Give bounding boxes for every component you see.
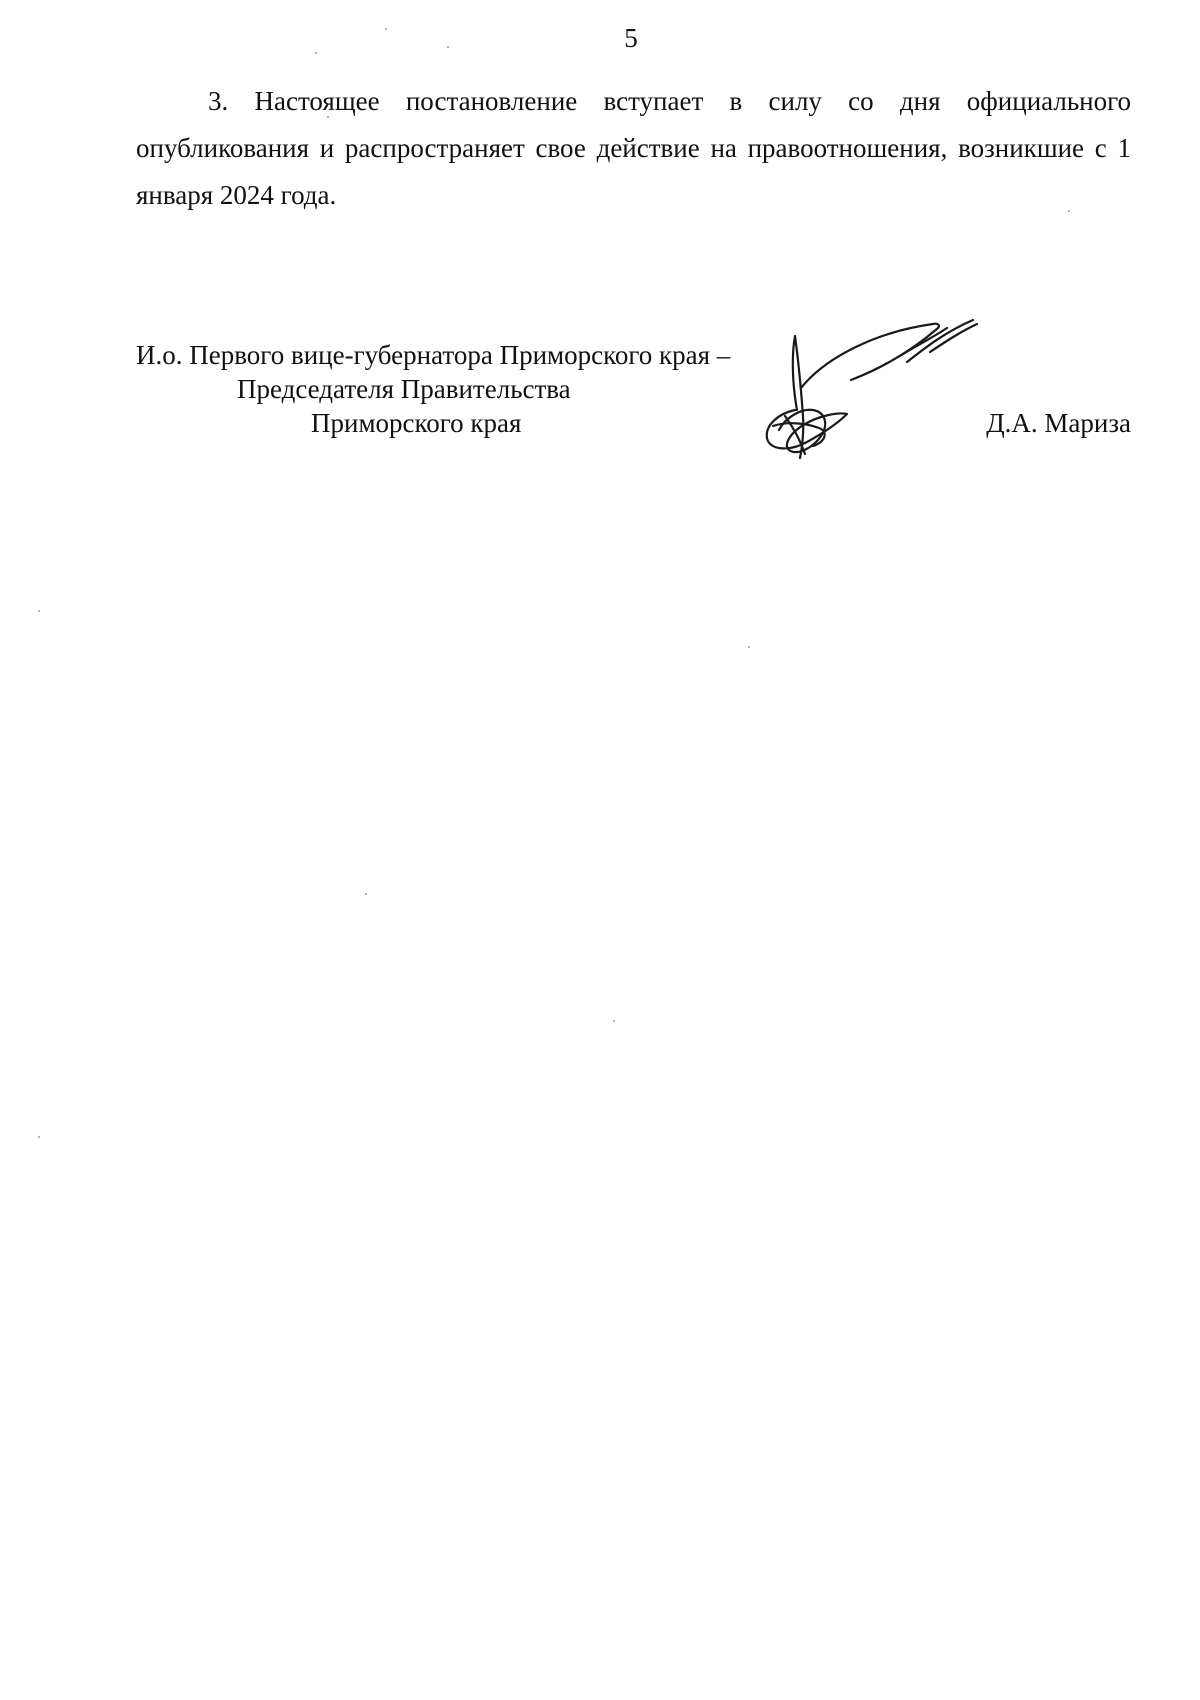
signatory-title-line-1: И.о. Первого вице-губернатора Приморского края – xyxy=(136,340,731,370)
signatory-title-line-2: Председателя Правительства xyxy=(237,374,571,404)
clause-paragraph: 3. Настоящее постановление вступает в силу со дня официального опубликования и распространяет свое действие на правоотношения, возникшие с 1 января 2024 года. xyxy=(136,86,1131,210)
page-number: 5 xyxy=(624,23,638,53)
scan-speck xyxy=(315,52,317,54)
signatory-title-line-3: Приморского края xyxy=(311,408,522,438)
scan-speck xyxy=(1068,210,1070,212)
scan-speck xyxy=(38,1136,40,1138)
scan-speck xyxy=(613,1020,615,1022)
handwritten-signature xyxy=(755,318,1005,468)
scan-speck xyxy=(447,46,449,48)
scan-speck xyxy=(748,646,750,648)
signatory-name: Д.А. Мариза xyxy=(986,408,1131,438)
scan-speck xyxy=(327,116,329,118)
scan-speck xyxy=(365,893,367,895)
scan-speck xyxy=(385,28,387,30)
scan-speck xyxy=(38,610,40,612)
